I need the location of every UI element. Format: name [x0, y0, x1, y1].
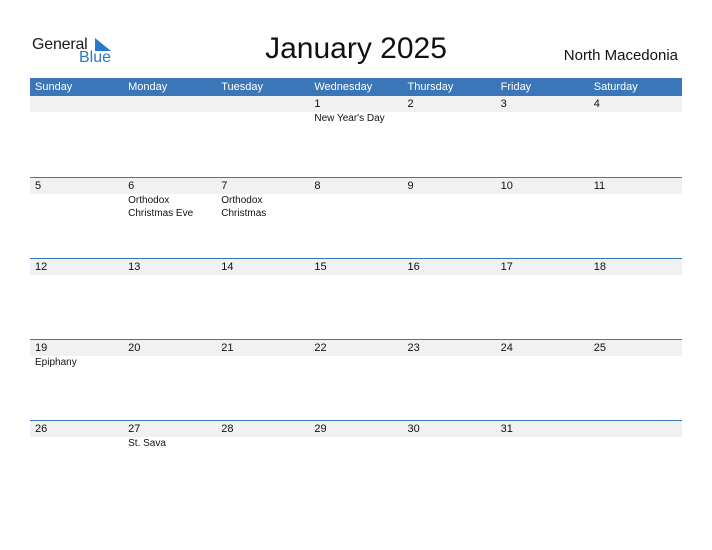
- day-cell: [309, 421, 402, 450]
- day-cell: [403, 259, 496, 275]
- day-cell: [216, 96, 309, 125]
- day-number: [594, 421, 682, 437]
- day-number: 25: [593, 342, 606, 354]
- day-number: 15: [314, 261, 327, 273]
- day-number: 1: [314, 98, 321, 110]
- week-row: [30, 258, 682, 338]
- day-number: 30: [407, 423, 420, 435]
- day-cell: [123, 340, 216, 369]
- calendar-title: January 2025: [265, 32, 447, 65]
- day-number: 13: [128, 261, 141, 273]
- day-cell: [496, 96, 589, 125]
- day-cell: [309, 178, 402, 220]
- day-cell: [30, 259, 123, 275]
- day-cell: [496, 340, 589, 369]
- week-row: [30, 177, 682, 257]
- day-cell: [403, 178, 496, 220]
- holiday-label: Epiphany: [35, 357, 77, 368]
- day-number: 4: [593, 98, 600, 110]
- day-cell: [309, 340, 402, 369]
- day-number: 26: [35, 423, 48, 435]
- day-cell: [589, 340, 682, 369]
- day-cell: [123, 259, 216, 275]
- day-cell: [216, 178, 309, 220]
- country-name: North Macedonia: [563, 47, 678, 64]
- day-cell: [403, 96, 496, 125]
- day-number: 28: [221, 423, 234, 435]
- day-number: 19: [35, 342, 48, 354]
- day-number: 9: [407, 180, 414, 192]
- day-number: 21: [221, 342, 234, 354]
- day-number: 6: [128, 180, 135, 192]
- weekday-friday: Friday: [500, 81, 532, 93]
- holiday-label: Orthodox Christmas: [221, 195, 267, 219]
- day-number: 8: [314, 180, 321, 192]
- holiday-label: New Year's Day: [314, 113, 385, 124]
- day-number: 23: [407, 342, 420, 354]
- week-row: [30, 339, 682, 419]
- day-cell: [309, 96, 402, 125]
- day-cell: [496, 178, 589, 220]
- day-cell: [123, 96, 216, 125]
- week-cells: [30, 96, 682, 125]
- day-cell: [123, 178, 216, 220]
- weekday-thursday: Thursday: [407, 81, 454, 93]
- day-cell: [216, 421, 309, 450]
- weekday-sunday: Sunday: [35, 81, 73, 93]
- holiday-label: Orthodox Christmas Eve: [128, 195, 194, 219]
- day-cell: [30, 96, 123, 125]
- day-cell: [589, 259, 682, 275]
- week-cells: [30, 421, 682, 450]
- day-number: 10: [500, 180, 513, 192]
- day-number: 11: [593, 180, 606, 192]
- day-number: 2: [407, 98, 414, 110]
- day-number: 7: [221, 180, 228, 192]
- week-cells: [30, 340, 682, 369]
- day-cell: [30, 340, 123, 369]
- day-number: 31: [500, 423, 513, 435]
- week-row: [30, 420, 682, 500]
- week-cells: [30, 259, 682, 275]
- day-number: 14: [221, 261, 234, 273]
- logo-text-blue: Blue: [79, 49, 112, 66]
- day-cell: [496, 259, 589, 275]
- weekday-header: [30, 78, 682, 96]
- day-number: 24: [500, 342, 513, 354]
- weekday-saturday: Saturday: [593, 81, 638, 93]
- day-number: 18: [593, 261, 606, 273]
- weekday-tuesday: Tuesday: [221, 81, 264, 93]
- day-number: [35, 96, 123, 112]
- logo-text-general: General: [32, 36, 88, 53]
- day-number: 27: [128, 423, 141, 435]
- day-number: 20: [128, 342, 141, 354]
- day-number: 3: [500, 98, 507, 110]
- day-number: [128, 96, 216, 112]
- day-cell: [589, 96, 682, 125]
- day-cell: [589, 421, 682, 450]
- day-cell: [123, 421, 216, 450]
- day-cell: [496, 421, 589, 450]
- day-number: 5: [35, 180, 42, 192]
- day-number: 29: [314, 423, 327, 435]
- day-number: 16: [407, 261, 420, 273]
- day-cell: [403, 421, 496, 450]
- day-cell: [30, 178, 123, 220]
- week-row: [30, 96, 682, 176]
- day-cell: [403, 340, 496, 369]
- day-number: [221, 96, 309, 112]
- week-cells: [30, 178, 682, 220]
- day-cell: [216, 259, 309, 275]
- holiday-label: St. Sava: [128, 438, 166, 449]
- day-number: 17: [500, 261, 513, 273]
- day-cell: [589, 178, 682, 220]
- day-cell: [216, 340, 309, 369]
- day-cell: [30, 421, 123, 450]
- day-number: 12: [35, 261, 48, 273]
- day-cell: [309, 259, 402, 275]
- weekday-monday: Monday: [128, 81, 168, 93]
- weekday-wednesday: Wednesday: [314, 81, 373, 93]
- day-number: 22: [314, 342, 327, 354]
